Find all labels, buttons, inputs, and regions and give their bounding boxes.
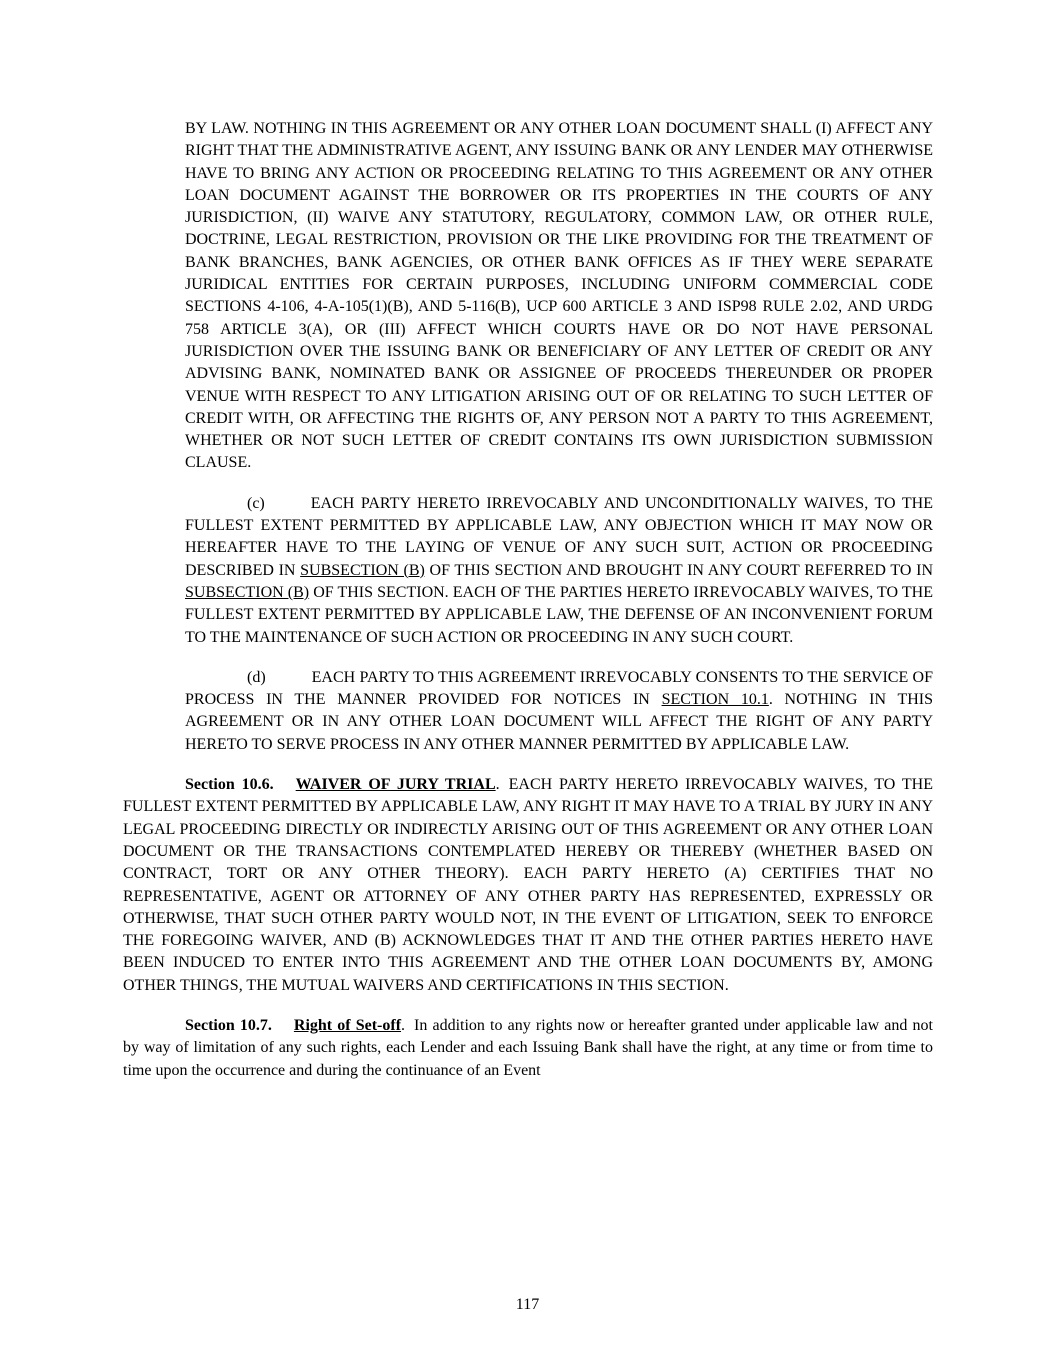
section-10-7-number: Section 10.7. <box>185 1016 272 1034</box>
paragraph-c-text-1: EACH PARTY HERETO IRREVOCABLY AND UNCONDITIONALLY WAIVES, TO THE FULLEST EXTENT PERMITTED BY APPLICABLE LAW, ANY OBJECTION WHICH IT MAY NOW OR HEREAFTER HAVE TO THE LAYING OF VENUE OF ANY SUCH SUIT, ACTION OR PROCEEDING DESCRIBED IN <box>185 494 933 579</box>
paragraph-c-text-2: OF THIS SECTION AND BROUGHT IN ANY COURT REFERRED TO IN <box>424 561 933 579</box>
subsection-b-reference-1: SUBSECTION (B) <box>300 561 425 579</box>
paragraph-d-text-2: . NOTHING IN THIS AGREEMENT OR IN ANY OTHER LOAN DOCUMENT WILL AFFECT THE RIGHT OF ANY PARTY HERETO TO SERVE PROCESS IN ANY OTHER MANNER PERMITTED BY APPLICABLE LAW. <box>185 691 934 753</box>
paragraph-d-label: (d) <box>247 668 266 686</box>
page-number: 117 <box>515 1296 540 1313</box>
section-10-7-title-period: . <box>401 1016 406 1034</box>
paragraph-d-text-1: EACH PARTY TO THIS AGREEMENT IRREVOCABLY CONSENTS TO THE SERVICE OF PROCESS IN THE MANNER PROVIDED FOR NOTICES IN <box>185 668 933 709</box>
section-10-6-number: Section 10.6. <box>185 776 274 794</box>
paragraph-c-text-3: OF THIS SECTION. EACH OF THE PARTIES HERETO IRREVOCABLY WAIVES, TO THE FULLEST EXTENT PERMITTED BY APPLICABLE LAW, THE DEFENSE OF AN INCONVENIENT FORUM TO THE MAINTENANCE OF SUCH ACTION OR PROCEEDING IN ANY SUCH COURT. <box>185 583 933 646</box>
paragraph-c-label: (c) <box>247 494 265 512</box>
section-10-7-paragraph <box>123 1015 933 1082</box>
subsection-b-reference-2: SUBSECTION (B) <box>185 583 310 601</box>
section-10-7-title: Right of Set-off <box>293 1016 402 1034</box>
page-content <box>123 118 933 1100</box>
section-10-6-title-period: . <box>495 776 500 794</box>
section-10-6-title: WAIVER OF JURY TRIAL <box>295 776 496 794</box>
section-10-7-body: In addition to any rights now or hereafter granted under applicable law and not by way of limitation of any such rights, each Lender and each Issuing Bank shall have the right, at any time or from time to time upon the occurrence and during the continuance of an Event <box>123 1016 933 1079</box>
section-10-6-body: EACH PARTY HERETO IRREVOCABLY WAIVES, TO THE FULLEST EXTENT PERMITTED BY APPLICABLE LAW, ANY RIGHT IT MAY HAVE TO A TRIAL BY JURY IN ANY LEGAL PROCEEDING DIRECTLY OR INDIRECTLY ARISING OUT OF THIS AGREEMENT OR ANY OTHER LOAN DOCUMENT OR THE TRANSACTIONS CONTEMPLATED HEREBY OR THEREBY (WHETHER BASED ON CONTRACT, TORT OR ANY OTHER THEORY). EACH PARTY HERETO (A) CERTIFIES THAT NO REPRESENTATIVE, AGENT OR ATTORNEY OF ANY OTHER PARTY HAS REPRESENTED, EXPRESSLY OR OTHERWISE, THAT SUCH OTHER PARTY WOULD NOT, IN THE EVENT OF LITIGATION, SEEK TO ENFORCE THE FOREGOING WAIVER, AND (B) ACKNOWLEDGES THAT IT AND THE OTHER PARTIES HERETO HAVE BEEN INDUCED TO ENTER INTO THIS AGREEMENT AND THE OTHER LOAN DOCUMENTS BY, AMONG OTHER THINGS, THE MUTUAL WAIVERS AND CERTIFICATIONS IN THIS SECTION. <box>123 776 934 994</box>
section-10-6-paragraph <box>123 774 933 997</box>
paragraph-c <box>185 493 933 649</box>
paragraph-continuation: BY LAW. NOTHING IN THIS AGREEMENT OR ANY OTHER LOAN DOCUMENT SHALL (I) AFFECT ANY RIGHT THAT THE ADMINISTRATIVE AGENT, ANY ISSUING BANK OR ANY LENDER MAY OTHERWISE HAVE TO BRING ANY ACTION OR PROCEEDING RELATING TO THIS AGREEMENT OR ANY OTHER LOAN DOCUMENT AGAINST THE BORROWER OR ITS PROPERTIES IN THE COURTS OF ANY JURISDICTION, (II) WAIVE ANY STATUTORY, REGULATORY, COMMON LAW, OR OTHER RULE, DOCTRINE, LEGAL RESTRICTION, PROVISION OR THE LIKE PROVIDING FOR THE TREATMENT OF BANK BRANCHES, BANK AGENCIES, OR OTHER BANK OFFICES AS IF THEY WERE SEPARATE JURIDICAL ENTITIES FOR CERTAIN PURPOSES, INCLUDING UNIFORM COMMERCIAL CODE SECTIONS 4-106, 4-A-105(1)(B), AND 5-116(B), UCP 600 ARTICLE 3 AND ISP98 RULE 2.02, AND URDG 758 ARTICLE 3(A), OR (III) AFFECT WHICH COURTS HAVE OR DO NOT HAVE PERSONAL JURISDICTION OVER THE ISSUING BANK OR BENEFICIARY OF ANY LETTER OF CREDIT OR ANY ADVISING BANK, NOMINATED BANK OR ASSIGNEE OF PROCEEDS THEREUNDER OR PROPER VENUE WITH RESPECT TO ANY LITIGATION ARISING OUT OF OR RELATING TO SUCH LETTER OF CREDIT WITH, OR AFFECTING THE RIGHTS OF, ANY PERSON NOT A PARTY TO THIS AGREEMENT, WHETHER OR NOT SUCH LETTER OF CREDIT CONTAINS ITS OWN JURISDICTION SUBMISSION CLAUSE. <box>185 120 933 472</box>
paragraph-d <box>185 667 933 756</box>
page-footer <box>0 1295 1055 1315</box>
section-10-1-reference: SECTION 10.1 <box>661 691 769 709</box>
